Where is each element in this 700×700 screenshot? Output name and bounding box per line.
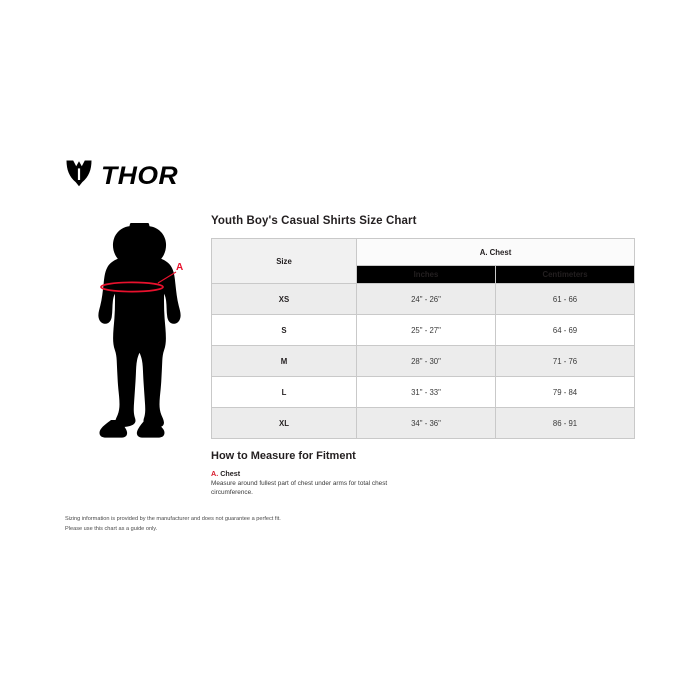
measurement-figure bbox=[62, 222, 202, 462]
disclaimer-line-2: Please use this chart as a guide only. bbox=[65, 525, 158, 532]
column-header-chest: A. Chest bbox=[357, 239, 635, 266]
cell-inches: 28" - 30" bbox=[357, 346, 496, 377]
cell-inches: 34" - 36" bbox=[357, 408, 496, 439]
table-row bbox=[212, 377, 635, 408]
how-to-measure-title: How to Measure for Fitment bbox=[211, 450, 356, 462]
table-row bbox=[212, 284, 635, 315]
disclaimer-line-1: Sizing information is provided by the manufacturer and does not guarantee a perfect fit. bbox=[65, 516, 281, 522]
table-row bbox=[212, 346, 635, 377]
how-to-measure-section bbox=[211, 450, 471, 498]
cell-size: M bbox=[212, 346, 357, 377]
cell-size: L bbox=[212, 377, 357, 408]
measure-item-label bbox=[211, 469, 471, 478]
cell-centimeters: 61 - 66 bbox=[496, 284, 635, 315]
cell-size: S bbox=[212, 315, 357, 346]
column-header-size: Size bbox=[212, 239, 357, 284]
page-title: Youth Boy's Casual Shirts Size Chart bbox=[211, 215, 417, 227]
measure-name: Chest bbox=[220, 469, 241, 478]
youth-boy-silhouette-icon bbox=[98, 223, 180, 438]
table-header-row bbox=[212, 239, 635, 266]
measure-item-description: Measure around fullest part of chest under arms for total chest circumference. bbox=[211, 480, 388, 497]
thor-shield-emblem-icon bbox=[66, 160, 92, 192]
cell-size: XS bbox=[212, 284, 357, 315]
cell-centimeters: 64 - 69 bbox=[496, 315, 635, 346]
table-row bbox=[212, 315, 635, 346]
cell-centimeters: 86 - 91 bbox=[496, 408, 635, 439]
cell-centimeters: 79 - 84 bbox=[496, 377, 635, 408]
brand-wordmark: THOR bbox=[101, 161, 179, 190]
cell-size: XL bbox=[212, 408, 357, 439]
cell-inches: 31" - 33" bbox=[357, 377, 496, 408]
cell-inches: 25" - 27" bbox=[357, 315, 496, 346]
cell-inches: 24" - 26" bbox=[357, 284, 496, 315]
table-row bbox=[212, 408, 635, 439]
measure-letter: A. bbox=[211, 469, 219, 478]
disclaimer bbox=[65, 515, 365, 534]
column-header-centimeters: Centimeters bbox=[496, 266, 635, 284]
brand-logo bbox=[66, 160, 179, 192]
cell-centimeters: 71 - 76 bbox=[496, 346, 635, 377]
figure-callout-a: A bbox=[176, 262, 184, 273]
column-header-inches: Inches bbox=[357, 266, 496, 284]
size-chart-table bbox=[211, 238, 635, 439]
